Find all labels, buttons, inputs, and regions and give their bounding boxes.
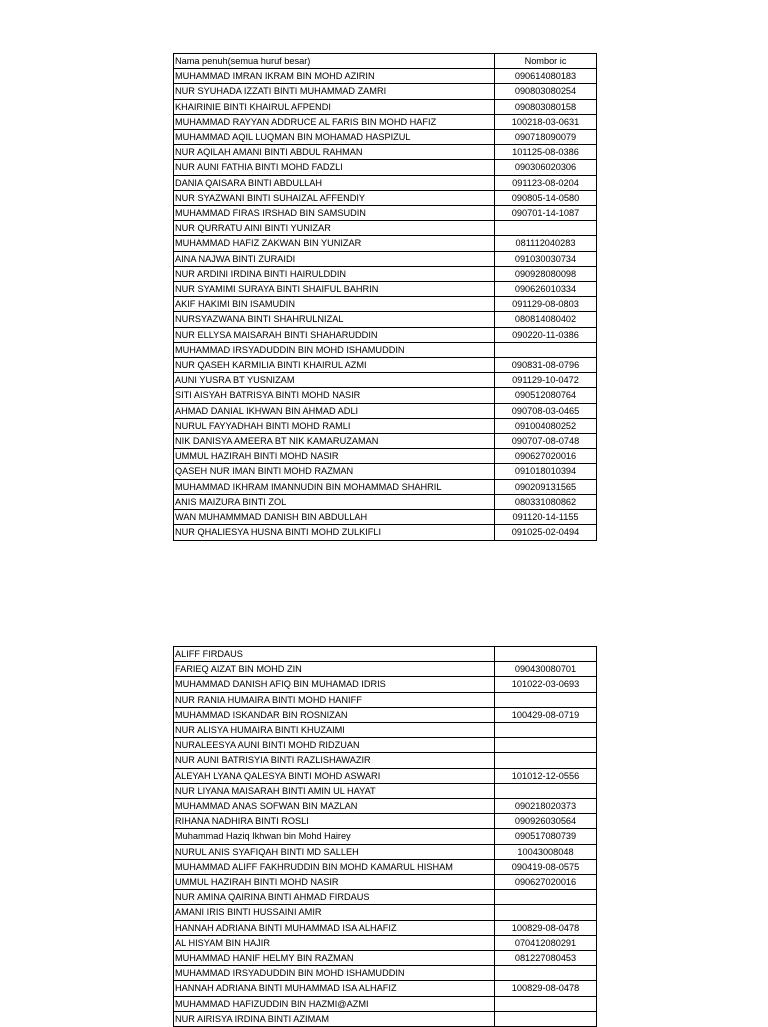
ic-number-cell: 080331080862 bbox=[495, 494, 597, 509]
ic-number-cell bbox=[495, 647, 597, 662]
ic-number-cell: 091129-08-0803 bbox=[495, 297, 597, 312]
student-name-cell: RIHANA NADHIRA BINTI ROSLI bbox=[174, 814, 495, 829]
table-row bbox=[174, 525, 597, 540]
student-name-cell: AUNI YUSRA BT YUSNIZAM bbox=[174, 373, 495, 388]
ic-number-cell: 090708-03-0465 bbox=[495, 403, 597, 418]
ic-number-cell: 090805-14-0580 bbox=[495, 190, 597, 205]
table-row bbox=[174, 266, 597, 281]
student-name-cell: MUHAMMAD AQIL LUQMAN BIN MOHAMAD HASPIZUL bbox=[174, 130, 495, 145]
student-table-2 bbox=[173, 646, 597, 1027]
student-name-cell: NUR AUNI FATHIA BINTI MOHD FADZLI bbox=[174, 160, 495, 175]
table-row bbox=[174, 981, 597, 996]
table-row bbox=[174, 1011, 597, 1026]
student-name-cell: HANNAH ADRIANA BINTI MUHAMMAD ISA ALHAFIZ bbox=[174, 920, 495, 935]
ic-number-cell: 091123-08-0204 bbox=[495, 175, 597, 190]
ic-number-cell: 090209131565 bbox=[495, 479, 597, 494]
student-name-cell: Muhammad Haziq Ikhwan bin Mohd Hairey bbox=[174, 829, 495, 844]
table-row bbox=[174, 647, 597, 662]
ic-number-cell: 090803080158 bbox=[495, 99, 597, 114]
student-name-cell: ANIS MAIZURA BINTI ZOL bbox=[174, 494, 495, 509]
student-name-cell: MUHAMMAD DANISH AFIQ BIN MUHAMAD IDRIS bbox=[174, 677, 495, 692]
table-row bbox=[174, 114, 597, 129]
ic-number-cell: 090220-11-0386 bbox=[495, 327, 597, 342]
table-row bbox=[174, 145, 597, 160]
student-name-cell: HANNAH ADRIANA BINTI MUHAMMAD ISA ALHAFIZ bbox=[174, 981, 495, 996]
ic-number-cell: 100829-08-0478 bbox=[495, 981, 597, 996]
student-name-cell: MUHAMMAD IRSYADUDDIN BIN MOHD ISHAMUDDIN bbox=[174, 342, 495, 357]
ic-number-cell: 081227080453 bbox=[495, 951, 597, 966]
table-row bbox=[174, 449, 597, 464]
table-row bbox=[174, 251, 597, 266]
ic-number-cell: 090926030564 bbox=[495, 814, 597, 829]
student-name-cell: NUR RANIA HUMAIRA BINTI MOHD HANIFF bbox=[174, 692, 495, 707]
ic-number-cell: 100829-08-0478 bbox=[495, 920, 597, 935]
student-name-cell: ALEYAH LYANA QALESYA BINTI MOHD ASWARI bbox=[174, 768, 495, 783]
ic-number-cell: 090718090079 bbox=[495, 130, 597, 145]
ic-number-cell: 090626010334 bbox=[495, 282, 597, 297]
ic-number-cell: 100429-08-0719 bbox=[495, 707, 597, 722]
ic-number-cell: 091018010394 bbox=[495, 464, 597, 479]
table-row bbox=[174, 418, 597, 433]
ic-number-cell bbox=[495, 221, 597, 236]
ic-number-cell: 090803080254 bbox=[495, 84, 597, 99]
ic-number-cell: 091030030734 bbox=[495, 251, 597, 266]
student-name-cell: KHAIRINIE BINTI KHAIRUL AFPENDI bbox=[174, 99, 495, 114]
table-row bbox=[174, 662, 597, 677]
student-name-cell: NUR QHALIESYA HUSNA BINTI MOHD ZULKIFLI bbox=[174, 525, 495, 540]
ic-number-cell bbox=[495, 723, 597, 738]
student-name-cell: NURSYAZWANA BINTI SHAHRULNIZAL bbox=[174, 312, 495, 327]
student-name-cell: NUR AMINA QAIRINA BINTI AHMAD FIRDAUS bbox=[174, 890, 495, 905]
ic-number-cell bbox=[495, 753, 597, 768]
table-row bbox=[174, 297, 597, 312]
table-row bbox=[174, 312, 597, 327]
student-name-cell: NUR ELLYSA MAISARAH BINTI SHAHARUDDIN bbox=[174, 327, 495, 342]
table-row bbox=[174, 951, 597, 966]
table-row bbox=[174, 479, 597, 494]
student-name-cell: MUHAMMAD FIRAS IRSHAD BIN SAMSUDIN bbox=[174, 206, 495, 221]
ic-number-cell: 090419-08-0575 bbox=[495, 859, 597, 874]
table-row bbox=[174, 707, 597, 722]
table-row bbox=[174, 160, 597, 175]
student-name-cell: WAN MUHAMMMAD DANISH BIN ABDULLAH bbox=[174, 510, 495, 525]
ic-number-cell: 090517080739 bbox=[495, 829, 597, 844]
student-name-cell: MUHAMMAD HAFIZUDDIN BIN HAZMI@AZMI bbox=[174, 996, 495, 1011]
table-row bbox=[174, 859, 597, 874]
ic-number-cell: 090701-14-1087 bbox=[495, 206, 597, 221]
ic-number-cell bbox=[495, 692, 597, 707]
table-row bbox=[174, 221, 597, 236]
table-row bbox=[174, 206, 597, 221]
student-name-cell: NUR SYAZWANI BINTI SUHAIZAL AFFENDIY bbox=[174, 190, 495, 205]
student-name-cell: AHMAD DANIAL IKHWAN BIN AHMAD ADLI bbox=[174, 403, 495, 418]
ic-number-cell: 070412080291 bbox=[495, 935, 597, 950]
table-row bbox=[174, 692, 597, 707]
table-row bbox=[174, 996, 597, 1011]
student-name-cell: NUR AIRISYA IRDINA BINTI AZIMAM bbox=[174, 1011, 495, 1026]
header-name: Nama penuh(semua huruf besar) bbox=[174, 54, 495, 69]
table-row bbox=[174, 875, 597, 890]
table-row bbox=[174, 130, 597, 145]
student-name-cell: NURUL ANIS SYAFIQAH BINTI MD SALLEH bbox=[174, 844, 495, 859]
ic-number-cell: 090831-08-0796 bbox=[495, 358, 597, 373]
student-name-cell: MUHAMMAD ISKANDAR BIN ROSNIZAN bbox=[174, 707, 495, 722]
student-name-cell: FARIEQ AIZAT BIN MOHD ZIN bbox=[174, 662, 495, 677]
table-row bbox=[174, 890, 597, 905]
table-row bbox=[174, 236, 597, 251]
student-name-cell: NURALEESYA AUNI BINTI MOHD RIDZUAN bbox=[174, 738, 495, 753]
ic-number-cell: 091129-10-0472 bbox=[495, 373, 597, 388]
student-name-cell: ALIFF FIRDAUS bbox=[174, 647, 495, 662]
student-name-cell: NIK DANISYA AMEERA BT NIK KAMARUZAMAN bbox=[174, 434, 495, 449]
student-name-cell: NUR QASEH KARMILIA BINTI KHAIRUL AZMI bbox=[174, 358, 495, 373]
student-name-cell: AINA NAJWA BINTI ZURAIDI bbox=[174, 251, 495, 266]
student-name-cell: UMMUL HAZIRAH BINTI MOHD NASIR bbox=[174, 875, 495, 890]
table-row bbox=[174, 844, 597, 859]
ic-number-cell: 090627020016 bbox=[495, 449, 597, 464]
student-table-1-body bbox=[174, 54, 597, 541]
ic-number-cell: 090707-08-0748 bbox=[495, 434, 597, 449]
student-name-cell: NUR QURRATU AINI BINTI YUNIZAR bbox=[174, 221, 495, 236]
table-row bbox=[174, 723, 597, 738]
ic-number-cell: 081112040283 bbox=[495, 236, 597, 251]
table-row bbox=[174, 69, 597, 84]
table-row bbox=[174, 175, 597, 190]
table-row bbox=[174, 464, 597, 479]
ic-number-cell bbox=[495, 890, 597, 905]
table-row bbox=[174, 935, 597, 950]
table-row bbox=[174, 510, 597, 525]
ic-number-cell: 080814080402 bbox=[495, 312, 597, 327]
ic-number-cell: 090627020016 bbox=[495, 875, 597, 890]
student-table-2-body bbox=[174, 647, 597, 1027]
ic-number-cell bbox=[495, 905, 597, 920]
ic-number-cell bbox=[495, 996, 597, 1011]
student-name-cell: NUR SYUHADA IZZATI BINTI MUHAMMAD ZAMRI bbox=[174, 84, 495, 99]
table-row bbox=[174, 434, 597, 449]
table-row bbox=[174, 920, 597, 935]
ic-number-cell: 091004080252 bbox=[495, 418, 597, 433]
student-name-cell: MUHAMMAD IRSYADUDDIN BIN MOHD ISHAMUDDIN bbox=[174, 966, 495, 981]
ic-number-cell bbox=[495, 966, 597, 981]
ic-number-cell: 090430080701 bbox=[495, 662, 597, 677]
student-name-cell: AL HISYAM BIN HAJIR bbox=[174, 935, 495, 950]
student-name-cell: MUHAMMAD ANAS SOFWAN BIN MAZLAN bbox=[174, 799, 495, 814]
student-name-cell: MUHAMMAD HANIF HELMY BIN RAZMAN bbox=[174, 951, 495, 966]
student-name-cell: NUR ALISYA HUMAIRA BINTI KHUZAIMI bbox=[174, 723, 495, 738]
student-name-cell: NUR AUNI BATRISYIA BINTI RAZLISHAWAZIR bbox=[174, 753, 495, 768]
ic-number-cell bbox=[495, 1011, 597, 1026]
ic-number-cell: 101125-08-0386 bbox=[495, 145, 597, 160]
ic-number-cell: 091025-02-0494 bbox=[495, 525, 597, 540]
table-row bbox=[174, 342, 597, 357]
table-row bbox=[174, 403, 597, 418]
student-name-cell: MUHAMMAD RAYYAN ADDRUCE AL FARIS BIN MOHD HAFIZ bbox=[174, 114, 495, 129]
ic-number-cell: 090512080764 bbox=[495, 388, 597, 403]
table-row bbox=[174, 738, 597, 753]
table-row bbox=[174, 905, 597, 920]
student-name-cell: UMMUL HAZIRAH BINTI MOHD NASIR bbox=[174, 449, 495, 464]
ic-number-cell: 101022-03-0693 bbox=[495, 677, 597, 692]
table-row bbox=[174, 388, 597, 403]
student-name-cell: MUHAMMAD ALIFF FAKHRUDDIN BIN MOHD KAMARUL HISHAM bbox=[174, 859, 495, 874]
student-name-cell: QASEH NUR IMAN BINTI MOHD RAZMAN bbox=[174, 464, 495, 479]
ic-number-cell: 090614080183 bbox=[495, 69, 597, 84]
ic-number-cell: 090218020373 bbox=[495, 799, 597, 814]
student-name-cell: AKIF HAKIMI BIN ISAMUDIN bbox=[174, 297, 495, 312]
ic-number-cell: 100218-03-0631 bbox=[495, 114, 597, 129]
table-row bbox=[174, 783, 597, 798]
student-name-cell: SITI AISYAH BATRISYA BINTI MOHD NASIR bbox=[174, 388, 495, 403]
student-name-cell: MUHAMMAD IMRAN IKRAM BIN MOHD AZIRIN bbox=[174, 69, 495, 84]
table-row bbox=[174, 799, 597, 814]
student-name-cell: NUR ARDINI IRDINA BINTI HAIRULDDIN bbox=[174, 266, 495, 281]
table-row bbox=[174, 84, 597, 99]
student-name-cell: NURUL FAYYADHAH BINTI MOHD RAMLI bbox=[174, 418, 495, 433]
table-row bbox=[174, 829, 597, 844]
table-row bbox=[174, 814, 597, 829]
ic-number-cell: 10043008048 bbox=[495, 844, 597, 859]
table-row bbox=[174, 190, 597, 205]
table-row bbox=[174, 373, 597, 388]
header-ic: Nombor ic bbox=[495, 54, 597, 69]
table-row bbox=[174, 753, 597, 768]
ic-number-cell bbox=[495, 783, 597, 798]
student-table-1 bbox=[173, 53, 597, 541]
student-name-cell: NUR LIYANA MAISARAH BINTI AMIN UL HAYAT bbox=[174, 783, 495, 798]
table-row bbox=[174, 494, 597, 509]
table-row bbox=[174, 966, 597, 981]
ic-number-cell bbox=[495, 342, 597, 357]
table-row bbox=[174, 327, 597, 342]
ic-number-cell: 101012-12-0556 bbox=[495, 768, 597, 783]
ic-number-cell bbox=[495, 738, 597, 753]
student-name-cell: DANIA QAISARA BINTI ABDULLAH bbox=[174, 175, 495, 190]
ic-number-cell: 090928080098 bbox=[495, 266, 597, 281]
student-name-cell: AMANI IRIS BINTI HUSSAINI AMIR bbox=[174, 905, 495, 920]
student-name-cell: NUR AQILAH AMANI BINTI ABDUL RAHMAN bbox=[174, 145, 495, 160]
table-header-row bbox=[174, 54, 597, 69]
ic-number-cell: 090306020306 bbox=[495, 160, 597, 175]
student-name-cell: MUHAMMAD IKHRAM IMANNUDIN BIN MOHAMMAD SHAHRIL bbox=[174, 479, 495, 494]
table-row bbox=[174, 282, 597, 297]
ic-number-cell: 091120-14-1155 bbox=[495, 510, 597, 525]
table-row bbox=[174, 768, 597, 783]
table-row bbox=[174, 99, 597, 114]
table-row bbox=[174, 677, 597, 692]
table-row bbox=[174, 358, 597, 373]
student-name-cell: NUR SYAMIMI SURAYA BINTI SHAIFUL BAHRIN bbox=[174, 282, 495, 297]
student-name-cell: MUHAMMAD HAFIZ ZAKWAN BIN YUNIZAR bbox=[174, 236, 495, 251]
